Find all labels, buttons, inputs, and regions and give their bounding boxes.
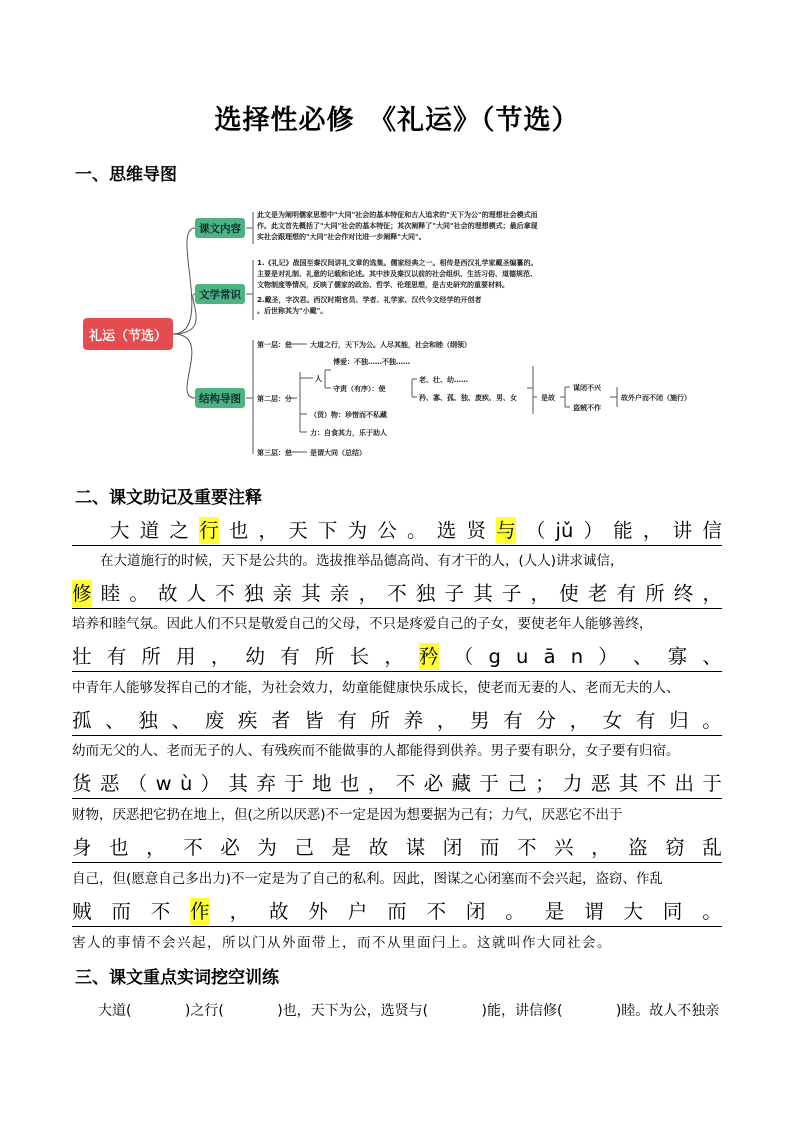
translation-line-6: 自己，但(愿意自己多出力)不一定是为了自己的私利。因此，图谋之心闭塞而不会兴起，盗窃、作乱 [72, 871, 664, 887]
node-content: 课文内容 [195, 218, 245, 238]
passage-line-3: 壮 有 所 用 ， 幼 有 所 长 ， 矜 （ g u ā n ） 、 寡 、 [72, 643, 722, 672]
mind-map [75, 200, 725, 465]
translation-line-2: 培养和睦气氛。因此人们不只是敬爱自己的父母，不只是疼爱自己的子女，要使老年人能够善终， [72, 616, 653, 632]
passage-line-4: 孤 、 独 、 废 疾 者 皆 有 所 养 ， 男 有 分 ， 女 有 归 。 [72, 707, 722, 736]
struct-waihu: 故外户而不闭（施行） [621, 394, 691, 402]
literature-notes: 1.《礼记》战国至秦汉间讲礼文章的选集。儒家经典之一。相传是西汉礼学家戴圣编纂的。 主要是对礼制、礼意的记载和论述。其中涉及秦汉以前的社会组织、生活习俗、道德规范、 文物制度等情况，反映了儒家的政治、哲学、伦理思想，是古史研究的重要材料。 2.戴圣，字次君。西汉时期官员、学者、礼学家、汉代今文经学的开创者 。后世称其为"小戴"。 [257, 259, 538, 315]
passage-line-1: 大 道 之 行 也 ， 天 下 为 公 。 选 贤 与 （ jǔ ） 能 ， 讲 信 [72, 517, 722, 546]
section-heading-notes: 二、课文助记及重要注释 [75, 488, 262, 508]
struct-huo: （货）物：珍惜而不私藏 [310, 411, 387, 419]
page-title: 选择性必修 《礼运》（节选） [214, 105, 580, 136]
struct-shigu: 是故 [541, 394, 555, 402]
passage-line-7: 贼 而 不 作 ， 故 外 户 而 不 闭 。 是 谓 大 同 。 [72, 898, 722, 927]
struct-layer1-text: 大道之行，天下为公。人尽其能，社会和睦（纲领） [310, 341, 471, 349]
translation-line-1: 在大道施行的时候，天下是公共的。选拔推举品德高尚、有才干的人，(人人)讲求诚信， [100, 553, 624, 569]
translation-line-4: 幼而无父的人、老而无子的人、有残疾而不能做事的人都能得到供养。男子要有职分，女子要有归宿。 [72, 743, 680, 759]
struct-moubi: 谋闭不兴 [573, 384, 601, 392]
mindmap-root: 礼运（节选） [83, 318, 173, 350]
passage-line-2: 修 睦 。 故 人 不 独 亲 其 亲 ， 不 独 子 其 子 ， 使 老 有 所 终 ， [72, 580, 722, 609]
struct-li: 力：自食其力，乐于助人 [310, 429, 387, 437]
struct-shouze: 守责（有序）：使 [333, 385, 386, 393]
translation-line-7: 害人的事情不会兴起，所以门从外面带上，而不从里面闩上。这就叫作大同社会。 [72, 935, 612, 951]
node-structure: 结构导图 [195, 388, 245, 408]
struct-daozei: 盗贼不作 [573, 404, 601, 412]
node-literature: 文学常识 [195, 284, 245, 304]
passage-line-6: 身 也 ， 不 必 为 己 是 故 谋 闭 而 不 兴 ， 盗 窃 乱 [72, 834, 722, 863]
struct-boai: 博爱：不独……不独…… [333, 358, 410, 366]
struct-layer3: 第三层：总 [257, 449, 292, 457]
struct-ren: 人 [315, 375, 322, 383]
struct-lao: 老、壮、幼…… [419, 376, 468, 384]
struct-layer1: 第一层：总 [257, 341, 292, 349]
struct-layer3-text: 是谓大同（总结） [310, 449, 366, 457]
struct-layer2: 第二层：分 [257, 395, 292, 403]
passage-line-5: 货 恶 （ w ù ） 其 弃 于 地 也 ， 不 必 藏 于 己 ； 力 恶 其 不 出 于 [72, 770, 722, 799]
translation-line-5: 财物，厌恶把它扔在地上，但(之所以厌恶)不一定是因为想要据为己有；力气，厌恶它不出于 [72, 807, 623, 823]
translation-line-3: 中青年人能够发挥自己的才能，为社会效力，幼童能健康快乐成长，使老而无妻的人、老而无夫的人、 [72, 680, 680, 696]
section-heading-mindmap: 一、思维导图 [75, 165, 177, 185]
struct-guan: 矜、寡、孤、独、废疾、男、女 [419, 394, 517, 402]
content-summary: 此文是为阐明儒家思想中"大同"社会的基本特征和古人追求的"天下为公"的理想社会模式而 作。此文首先概括了"大同"社会的基本特征；其次阐释了"大同"社会的理想模式；最后拿现 实社会跟理想的"大同"社会作对比进一步阐释"大同"。 [257, 211, 538, 241]
exercise-line: 大道( )之行( )也，天下为公，选贤与( )能，讲信修( )睦。故人不独亲 [98, 1003, 720, 1019]
section-heading-exercise: 三、课文重点实词挖空训练 [75, 968, 279, 988]
